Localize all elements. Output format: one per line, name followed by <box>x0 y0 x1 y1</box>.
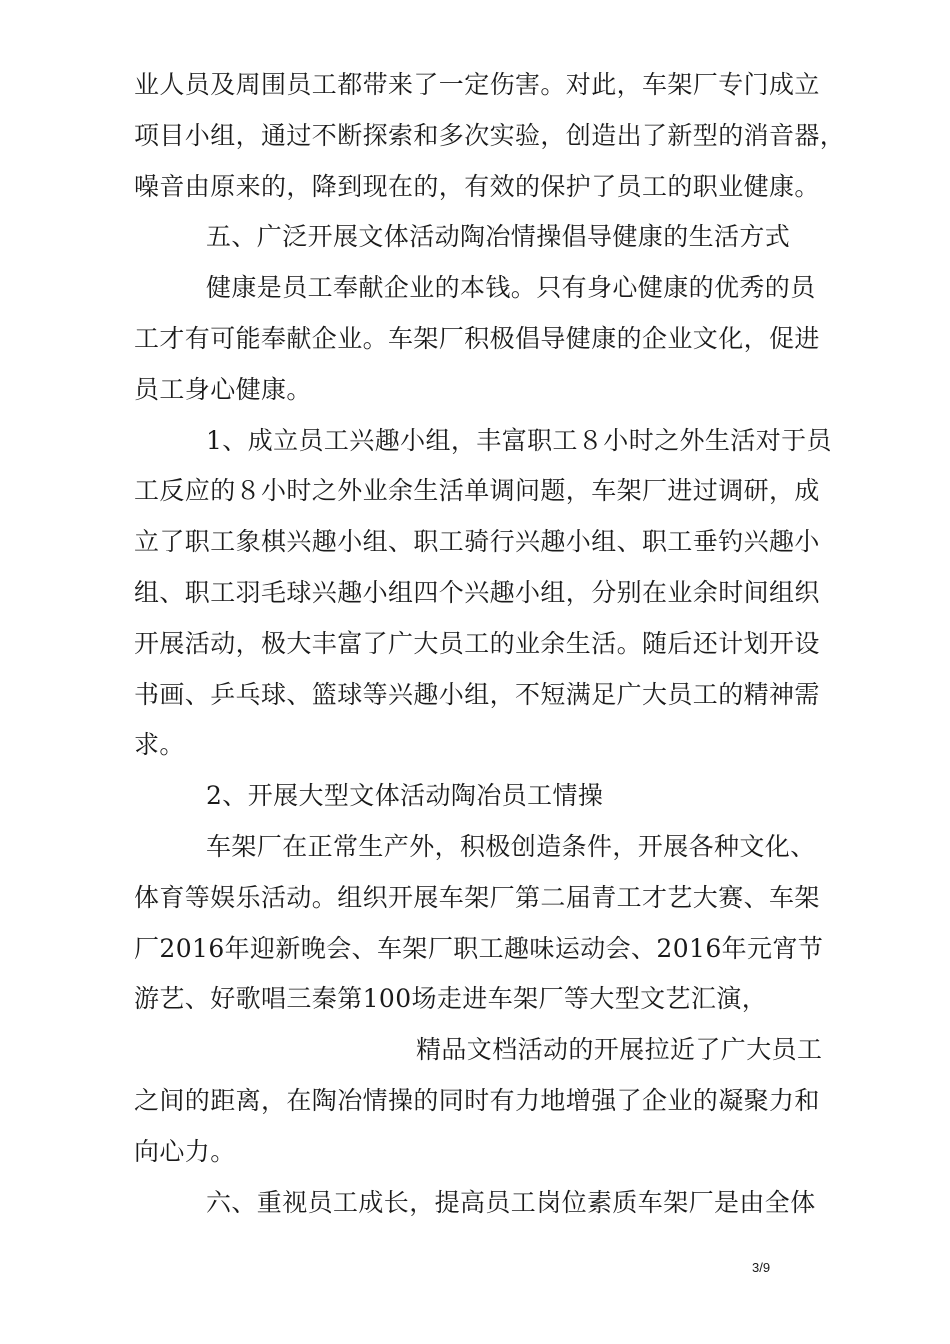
text-line: 精品文档活动的开展拉近了广大员工 <box>416 1035 823 1065</box>
subsection-heading-1: 1、成立员工兴趣小组，丰富职工８小时之外生活对于员 <box>206 425 832 455</box>
text-line: 立了职工象棋兴趣小组、职工骑行兴趣小组、职工垂钓兴趣小 <box>134 527 820 557</box>
text-line: 书画、乒乓球、篮球等兴趣小组，不短满足广大员工的精神需 <box>134 679 820 709</box>
section-heading-5: 五、广泛开展文体活动陶冶情操倡导健康的生活方式 <box>206 222 791 252</box>
text-line: 项目小组，通过不断探索和多次实验，创造出了新型的消音器， <box>134 120 846 150</box>
text-line: 工才有可能奉献企业。车架厂积极倡导健康的企业文化，促进 <box>134 323 820 353</box>
text-line: 工反应的８小时之外业余生活单调问题，车架厂进过调研，成 <box>134 476 820 506</box>
text-line: 组、职工羽毛球兴趣小组四个兴趣小组，分别在业余时间组织 <box>134 577 820 607</box>
text-line: 体育等娱乐活动。组织开展车架厂第二届青工才艺大赛、车架 <box>134 882 820 912</box>
text-line: 游艺、好歌唱三秦第100场走进车架厂等大型文艺汇演， <box>134 984 768 1014</box>
text-line: 员工身心健康。 <box>134 374 312 404</box>
section-heading-6: 六、重视员工成长，提高员工岗位素质车架厂是由全体 <box>206 1187 816 1217</box>
body-text <box>134 60 846 1228</box>
text-line: 噪音由原来的，降到现在的，有效的保护了员工的职业健康。 <box>134 171 820 201</box>
text-line: 向心力。 <box>134 1136 236 1166</box>
page-number: 3/9 <box>752 1260 771 1275</box>
text-line: 车架厂在正常生产外，积极创造条件，开展各种文化、 <box>206 831 816 861</box>
subsection-heading-2: 2、开展大型文体活动陶冶员工情操 <box>206 781 604 811</box>
text-line: 求。 <box>134 730 185 760</box>
text-line: 开展活动，极大丰富了广大员工的业余生活。随后还计划开设 <box>134 628 820 658</box>
text-line: 业人员及周围员工都带来了一定伤害。对此，车架厂专门成立 <box>134 70 820 99</box>
text-line: 健康是员工奉献企业的本钱。只有身心健康的优秀的员 <box>206 273 816 303</box>
text-line: 厂2016年迎新晚会、车架厂职工趣味运动会、2016年元宵节 <box>134 933 824 963</box>
text-line: 之间的距离，在陶冶情操的同时有力地增强了企业的凝聚力和 <box>134 1085 820 1115</box>
